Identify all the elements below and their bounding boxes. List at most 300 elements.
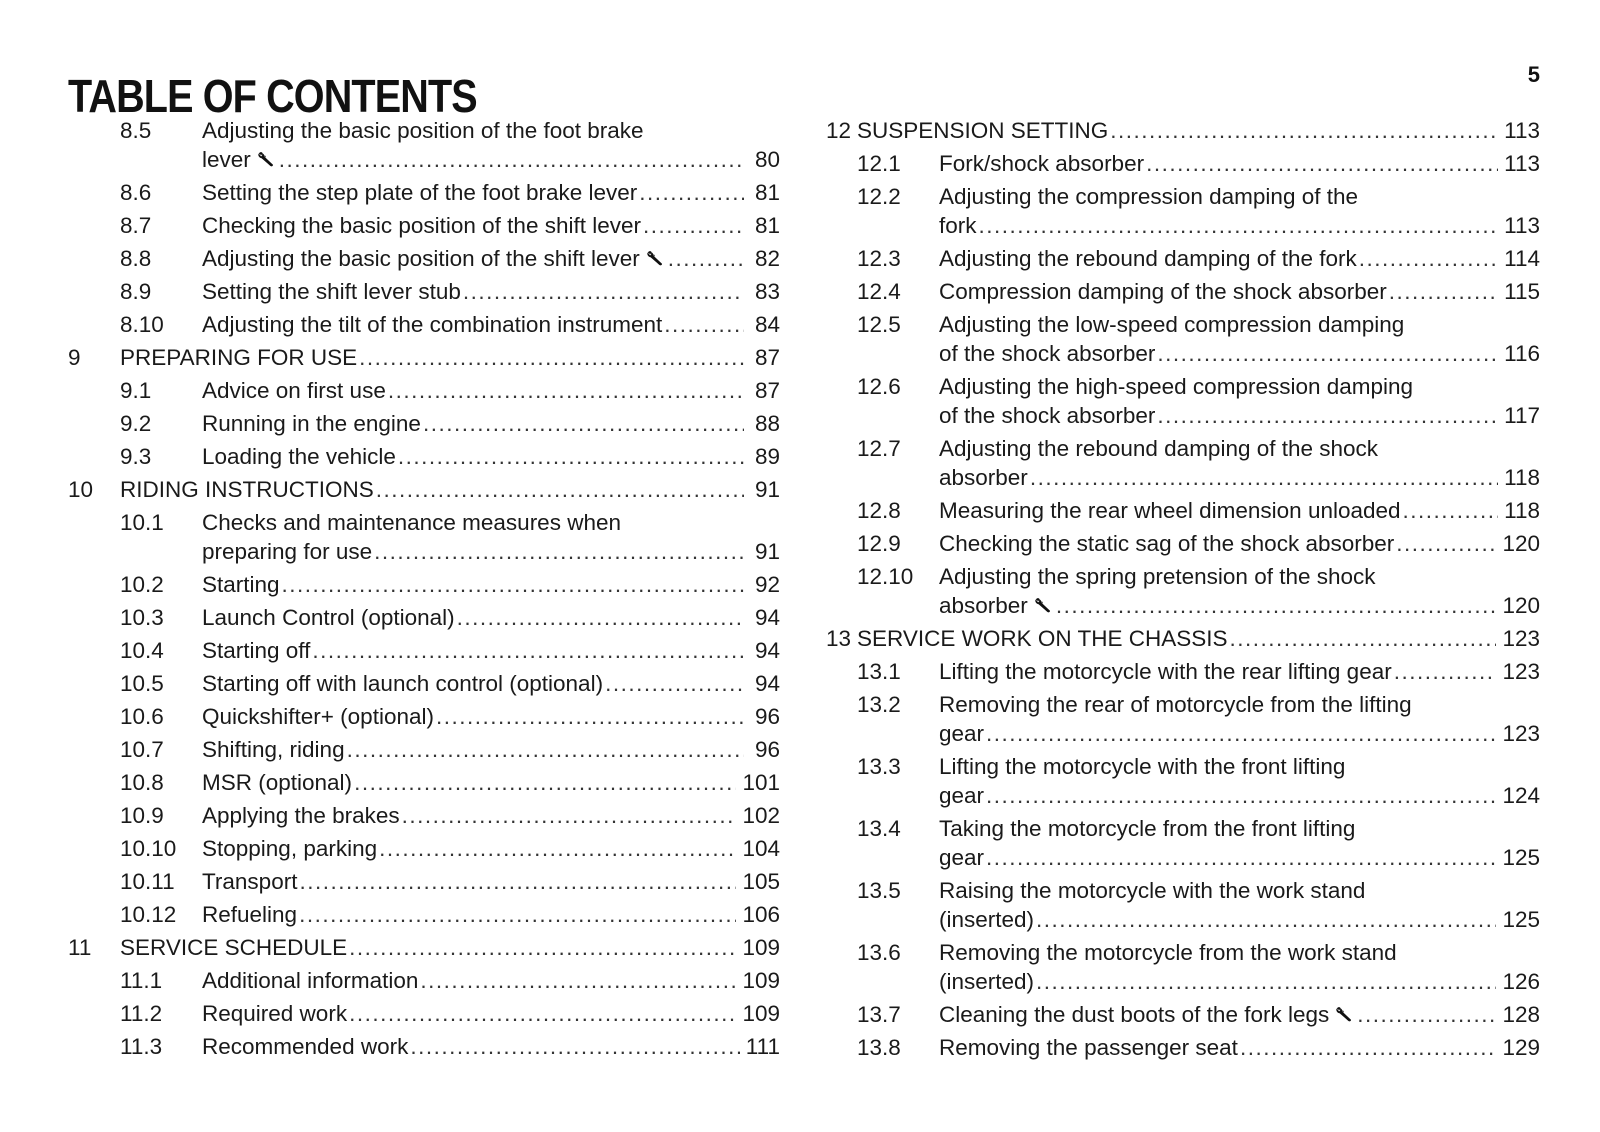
entry-page-number: 87 xyxy=(754,378,780,403)
dot-leader xyxy=(664,310,744,339)
toc-section-entry[interactable] xyxy=(68,116,780,174)
dot-leader xyxy=(457,603,744,632)
entry-leader-line xyxy=(202,570,780,599)
entry-title: Shifting, riding xyxy=(202,737,345,762)
wrench-icon xyxy=(646,250,666,266)
entry-number: 10.12 xyxy=(120,902,177,927)
entry-title: SERVICE WORK ON THE CHASSIS xyxy=(857,626,1228,651)
entry-leader-line xyxy=(939,967,1540,996)
entry-body xyxy=(202,570,780,599)
entry-leader-line xyxy=(857,116,1540,145)
dot-leader xyxy=(986,843,1496,872)
entry-page-number: 80 xyxy=(754,147,780,172)
entry-leader-line xyxy=(202,801,780,830)
toc-section-entry[interactable] xyxy=(826,1033,1540,1062)
entry-page-number: 101 xyxy=(742,770,780,795)
dot-leader xyxy=(1030,463,1498,492)
dot-leader xyxy=(1389,277,1498,306)
entry-number: 8.6 xyxy=(120,180,152,205)
entry-title: gear xyxy=(939,845,985,870)
entry-leader-line xyxy=(939,781,1540,810)
toc-section-entry[interactable] xyxy=(68,735,780,764)
entry-leader-line xyxy=(939,244,1540,273)
entry-title: Applying the brakes xyxy=(202,803,400,828)
entry-number: 10.11 xyxy=(120,869,175,894)
entry-page-number: 115 xyxy=(1504,279,1540,304)
toc-section-entry[interactable] xyxy=(68,867,780,896)
wrench-icon xyxy=(257,151,277,167)
entry-leader-line xyxy=(202,867,780,896)
entry-leader-line xyxy=(939,719,1540,748)
dot-leader xyxy=(1056,591,1497,620)
toc-section-entry[interactable] xyxy=(68,834,780,863)
entry-title: Checking the static sag of the shock absorber xyxy=(939,531,1395,556)
toc-chapter-entry[interactable] xyxy=(826,624,1540,653)
entry-body xyxy=(202,508,780,566)
entry-page-number: 125 xyxy=(1502,907,1540,932)
entry-page-number: 84 xyxy=(754,312,780,337)
entry-page-number: 111 xyxy=(745,1034,780,1059)
entry-title: Setting the step plate of the foot brake lever xyxy=(202,180,638,205)
dot-leader xyxy=(1157,339,1498,368)
entry-leader-line xyxy=(120,933,780,962)
entry-title: Adjusting the basic position of the shift lever xyxy=(202,246,640,271)
entry-title-line: Lifting the motorcycle with the front lifting xyxy=(939,754,1346,779)
toc-chapter-entry[interactable] xyxy=(826,116,1540,145)
entry-title: Running in the engine xyxy=(202,411,421,436)
dot-leader xyxy=(639,178,744,207)
entry-body xyxy=(857,116,1540,145)
entry-body xyxy=(202,735,780,764)
entry-title: SUSPENSION SETTING xyxy=(857,118,1109,143)
entry-page-number: 128 xyxy=(1502,1002,1540,1027)
entry-body xyxy=(939,496,1540,525)
entry-page-number: 123 xyxy=(1502,659,1540,684)
entry-title: Starting off with launch control (optional) xyxy=(202,671,604,696)
entry-body xyxy=(202,310,780,339)
toc-section-entry[interactable] xyxy=(826,876,1540,934)
dot-leader xyxy=(1036,967,1496,996)
toc-section-entry[interactable] xyxy=(68,603,780,632)
entry-leader-line xyxy=(202,966,780,995)
entry-leader-line xyxy=(939,591,1540,620)
entry-number: 9 xyxy=(68,345,81,370)
dot-leader xyxy=(1146,149,1498,178)
entry-page-number: 102 xyxy=(742,803,780,828)
entry-title: (inserted) xyxy=(939,969,1035,994)
entry-body xyxy=(939,182,1540,240)
entry-title: gear xyxy=(939,783,985,808)
entry-page-number: 105 xyxy=(742,869,780,894)
toc-section-entry[interactable] xyxy=(826,1000,1540,1029)
entry-number: 10.9 xyxy=(120,803,164,828)
entry-title: of the shock absorber xyxy=(939,403,1156,428)
entry-title: Starting xyxy=(202,572,280,597)
entry-leader-line xyxy=(202,636,780,665)
entry-number: 13.6 xyxy=(857,940,901,965)
entry-title: (inserted) xyxy=(939,907,1035,932)
toc-section-entry[interactable] xyxy=(826,496,1540,525)
entry-page-number: 89 xyxy=(754,444,780,469)
entry-body xyxy=(202,636,780,665)
entry-page-number: 129 xyxy=(1502,1035,1540,1060)
entry-leader-line xyxy=(202,409,780,438)
entry-title-line: Adjusting the high-speed compression damping xyxy=(939,374,1414,399)
entry-page-number: 120 xyxy=(1502,593,1540,618)
toc-chapter-entry[interactable] xyxy=(68,343,780,372)
entry-body xyxy=(202,409,780,438)
entry-body xyxy=(939,244,1540,273)
dot-leader xyxy=(643,211,744,240)
dot-leader xyxy=(410,1032,739,1061)
dot-leader xyxy=(1036,905,1496,934)
entry-leader-line xyxy=(939,1033,1540,1062)
entry-number: 11.1 xyxy=(120,968,163,993)
toc-section-entry[interactable] xyxy=(68,409,780,438)
toc-section-entry[interactable] xyxy=(826,149,1540,178)
dot-leader xyxy=(1240,1033,1497,1062)
dot-leader xyxy=(359,343,744,372)
entry-title: Adjusting the tilt of the combination instrument xyxy=(202,312,663,337)
entry-body xyxy=(857,624,1540,653)
dot-leader xyxy=(312,636,744,665)
entry-title: MSR (optional) xyxy=(202,770,353,795)
entry-page-number: 109 xyxy=(742,1001,780,1026)
entry-body xyxy=(202,900,780,929)
entry-body xyxy=(120,933,780,962)
entry-leader-line xyxy=(939,339,1540,368)
dot-leader xyxy=(299,867,736,896)
dot-leader xyxy=(349,933,736,962)
entry-body xyxy=(202,277,780,306)
entry-body xyxy=(202,702,780,731)
toc-right-column xyxy=(826,116,1540,1066)
entry-body xyxy=(202,999,780,1028)
entry-leader-line xyxy=(202,999,780,1028)
toc-section-entry[interactable] xyxy=(826,182,1540,240)
dot-leader xyxy=(299,900,736,929)
entry-body xyxy=(202,966,780,995)
entry-title: SERVICE SCHEDULE xyxy=(120,935,348,960)
toc-section-entry[interactable] xyxy=(68,244,780,273)
toc-section-entry[interactable] xyxy=(826,310,1540,368)
entry-leader-line xyxy=(202,768,780,797)
entry-title: Stopping, parking xyxy=(202,836,378,861)
entry-leader-line xyxy=(939,496,1540,525)
entry-body xyxy=(939,876,1540,934)
dot-leader xyxy=(282,570,744,599)
entry-body xyxy=(939,277,1540,306)
entry-leader-line xyxy=(202,735,780,764)
entry-page-number: 94 xyxy=(754,671,780,696)
entry-page-number: 87 xyxy=(754,345,780,370)
entry-body xyxy=(202,1032,780,1061)
entry-page-number: 117 xyxy=(1504,403,1540,428)
toc-section-entry[interactable] xyxy=(68,310,780,339)
toc-section-entry[interactable] xyxy=(826,562,1540,620)
entry-body xyxy=(202,244,780,273)
entry-page-number: 81 xyxy=(754,180,780,205)
entry-body xyxy=(939,752,1540,810)
entry-title: Measuring the rear wheel dimension unloaded xyxy=(939,498,1401,523)
entry-leader-line xyxy=(202,834,780,863)
entry-title-line: Adjusting the spring pretension of the shock xyxy=(939,564,1376,589)
toc-section-entry[interactable] xyxy=(68,1032,780,1061)
toc-section-entry[interactable] xyxy=(68,376,780,405)
toc-section-entry[interactable] xyxy=(68,669,780,698)
entry-title: absorber xyxy=(939,465,1028,490)
toc-section-entry[interactable] xyxy=(68,277,780,306)
entry-number: 11.2 xyxy=(120,1001,163,1026)
entry-body xyxy=(202,116,780,174)
entry-title: Removing the passenger seat xyxy=(939,1035,1238,1060)
dot-leader xyxy=(398,442,744,471)
entry-body xyxy=(120,475,780,504)
dot-leader xyxy=(349,999,736,1028)
toc-section-entry[interactable] xyxy=(68,442,780,471)
entry-number: 10.10 xyxy=(120,836,177,861)
entry-title: Recommended work xyxy=(202,1034,409,1059)
wrench-icon xyxy=(1034,597,1054,613)
entry-title-line: Checks and maintenance measures when xyxy=(202,510,621,535)
toc-section-entry[interactable] xyxy=(826,752,1540,810)
entry-body xyxy=(939,814,1540,872)
entry-number: 8.9 xyxy=(120,279,152,304)
entry-page-number: 113 xyxy=(1504,151,1540,176)
toc-section-entry[interactable] xyxy=(68,999,780,1028)
dot-leader xyxy=(986,781,1496,810)
dot-leader xyxy=(402,801,737,830)
entry-leader-line xyxy=(202,900,780,929)
toc-section-entry[interactable] xyxy=(68,570,780,599)
wrench-icon xyxy=(1335,1006,1355,1022)
entry-leader-line xyxy=(202,178,780,207)
entry-body xyxy=(120,343,780,372)
dot-leader xyxy=(354,768,736,797)
entry-number: 11 xyxy=(68,935,92,960)
entry-number: 11.3 xyxy=(120,1034,163,1059)
entry-number: 12.6 xyxy=(857,374,901,399)
entry-number: 13.1 xyxy=(857,659,901,684)
entry-leader-line xyxy=(202,310,780,339)
entry-page-number: 82 xyxy=(754,246,780,271)
toc-section-entry[interactable] xyxy=(68,636,780,665)
entry-page-number: 109 xyxy=(742,968,780,993)
entry-body xyxy=(939,310,1540,368)
entry-body xyxy=(202,867,780,896)
entry-title-line: Removing the rear of motorcycle from the lifting xyxy=(939,692,1412,717)
entry-title: Compression damping of the shock absorber xyxy=(939,279,1387,304)
entry-body xyxy=(939,657,1540,686)
dot-leader xyxy=(605,669,744,698)
toc-section-entry[interactable] xyxy=(68,966,780,995)
entry-body xyxy=(939,1000,1540,1029)
entry-body xyxy=(202,669,780,698)
toc-chapter-entry[interactable] xyxy=(68,475,780,504)
entry-leader-line xyxy=(202,702,780,731)
toc-section-entry[interactable] xyxy=(826,277,1540,306)
page-number: 5 xyxy=(1527,62,1540,87)
toc-left-column xyxy=(68,116,780,1065)
entry-number: 9.1 xyxy=(120,378,152,403)
entry-title-line: Adjusting the low-speed compression damping xyxy=(939,312,1405,337)
entry-page-number: 94 xyxy=(754,638,780,663)
page-title: TABLE OF CONTENTS xyxy=(68,69,477,122)
entry-title: of the shock absorber xyxy=(939,341,1156,366)
entry-number: 10.4 xyxy=(120,638,164,663)
entry-number: 13 xyxy=(826,626,852,651)
entry-number: 10.3 xyxy=(120,605,164,630)
toc-section-entry[interactable] xyxy=(826,372,1540,430)
toc-section-entry[interactable] xyxy=(68,801,780,830)
entry-number: 9.3 xyxy=(120,444,152,469)
dot-leader xyxy=(979,211,1499,240)
entry-title: Additional information xyxy=(202,968,419,993)
entry-number: 12.10 xyxy=(857,564,914,589)
entry-number: 12.7 xyxy=(857,436,901,461)
toc-section-entry[interactable] xyxy=(826,814,1540,872)
entry-page-number: 113 xyxy=(1504,118,1540,143)
entry-number: 10.2 xyxy=(120,572,164,597)
entry-number: 12.1 xyxy=(857,151,901,176)
entry-page-number: 104 xyxy=(742,836,780,861)
toc-section-entry[interactable] xyxy=(68,178,780,207)
entry-page-number: 83 xyxy=(754,279,780,304)
entry-body xyxy=(202,376,780,405)
dot-leader xyxy=(379,834,736,863)
entry-title: Loading the vehicle xyxy=(202,444,396,469)
dot-leader xyxy=(1403,496,1499,525)
entry-page-number: 124 xyxy=(1502,783,1540,808)
entry-leader-line xyxy=(939,1000,1540,1029)
entry-page-number: 118 xyxy=(1504,465,1540,490)
entry-page-number: 123 xyxy=(1502,721,1540,746)
entry-number: 13.7 xyxy=(857,1002,901,1027)
entry-title: gear xyxy=(939,721,985,746)
entry-number: 10.6 xyxy=(120,704,164,729)
entry-number: 8.7 xyxy=(120,213,152,238)
toc-chapter-entry[interactable] xyxy=(68,933,780,962)
toc-section-entry[interactable] xyxy=(68,702,780,731)
entry-body xyxy=(939,562,1540,620)
entry-leader-line xyxy=(202,537,780,566)
entry-title: Launch Control (optional) xyxy=(202,605,455,630)
dot-leader xyxy=(986,719,1496,748)
toc-section-entry[interactable] xyxy=(68,508,780,566)
entry-leader-line xyxy=(202,244,780,273)
toc-section-entry[interactable] xyxy=(68,900,780,929)
dot-leader xyxy=(420,966,736,995)
dot-leader xyxy=(376,475,744,504)
entry-leader-line xyxy=(939,657,1540,686)
entry-page-number: 91 xyxy=(754,539,780,564)
entry-body xyxy=(939,149,1540,178)
entry-leader-line xyxy=(120,343,780,372)
entry-number: 8.8 xyxy=(120,246,152,271)
entry-number: 10.8 xyxy=(120,770,164,795)
dot-leader xyxy=(436,702,744,731)
entry-number: 12.5 xyxy=(857,312,901,337)
entry-page-number: 116 xyxy=(1504,341,1540,366)
toc-section-entry[interactable] xyxy=(68,768,780,797)
entry-body xyxy=(202,442,780,471)
entry-leader-line xyxy=(202,669,780,698)
entry-page-number: 91 xyxy=(754,477,780,502)
dot-leader xyxy=(423,409,744,438)
toc-section-entry[interactable] xyxy=(826,244,1540,273)
entry-leader-line xyxy=(939,843,1540,872)
entry-number: 13.4 xyxy=(857,816,901,841)
entry-leader-line xyxy=(939,905,1540,934)
entry-number: 12.8 xyxy=(857,498,901,523)
entry-number: 9.2 xyxy=(120,411,152,436)
entry-page-number: 96 xyxy=(754,737,780,762)
entry-number: 10.1 xyxy=(120,510,164,535)
entry-page-number: 94 xyxy=(754,605,780,630)
entry-page-number: 123 xyxy=(1502,626,1540,651)
toc-section-entry[interactable] xyxy=(826,434,1540,492)
dot-leader xyxy=(463,277,744,306)
entry-body xyxy=(202,768,780,797)
dot-leader xyxy=(1394,657,1497,686)
toc-section-entry[interactable] xyxy=(68,211,780,240)
entry-title: Cleaning the dust boots of the fork legs xyxy=(939,1002,1330,1027)
entry-title: Starting off xyxy=(202,638,311,663)
entry-title-line: Adjusting the rebound damping of the shock xyxy=(939,436,1379,461)
entry-body xyxy=(939,690,1540,748)
entry-page-number: 113 xyxy=(1504,213,1540,238)
entry-number: 12 xyxy=(826,118,852,143)
entry-title: Transport xyxy=(202,869,298,894)
entry-title: Checking the basic position of the shift lever xyxy=(202,213,641,238)
dot-leader xyxy=(1357,1000,1496,1029)
entry-leader-line xyxy=(939,529,1540,558)
entry-title: Advice on first use xyxy=(202,378,386,403)
entry-number: 13.8 xyxy=(857,1035,901,1060)
entry-title: preparing for use xyxy=(202,539,373,564)
entry-title: PREPARING FOR USE xyxy=(120,345,358,370)
dot-leader xyxy=(374,537,744,566)
toc-section-entry[interactable] xyxy=(826,938,1540,996)
entry-title: RIDING INSTRUCTIONS xyxy=(120,477,374,502)
entry-leader-line xyxy=(202,277,780,306)
toc-section-entry[interactable] xyxy=(826,657,1540,686)
entry-number: 8.5 xyxy=(120,118,152,143)
entry-number: 10.7 xyxy=(120,737,164,762)
entry-body xyxy=(202,178,780,207)
entry-page-number: 106 xyxy=(742,902,780,927)
entry-page-number: 118 xyxy=(1504,498,1540,523)
entry-leader-line xyxy=(939,463,1540,492)
entry-leader-line xyxy=(939,401,1540,430)
entry-title: lever xyxy=(202,147,251,172)
entry-leader-line xyxy=(939,149,1540,178)
entry-leader-line xyxy=(202,603,780,632)
toc-section-entry[interactable] xyxy=(826,529,1540,558)
dot-leader xyxy=(1359,244,1498,273)
entry-body xyxy=(202,801,780,830)
entry-title-line: Taking the motorcycle from the front lifting xyxy=(939,816,1356,841)
toc-section-entry[interactable] xyxy=(826,690,1540,748)
entry-number: 12.2 xyxy=(857,184,901,209)
dot-leader xyxy=(279,145,744,174)
dot-leader xyxy=(1110,116,1498,145)
entry-number: 13.2 xyxy=(857,692,901,717)
dot-leader xyxy=(347,735,744,764)
entry-title-line: Removing the motorcycle from the work stand xyxy=(939,940,1397,965)
entry-body xyxy=(939,434,1540,492)
entry-title-line: Adjusting the basic position of the foot brake xyxy=(202,118,644,143)
